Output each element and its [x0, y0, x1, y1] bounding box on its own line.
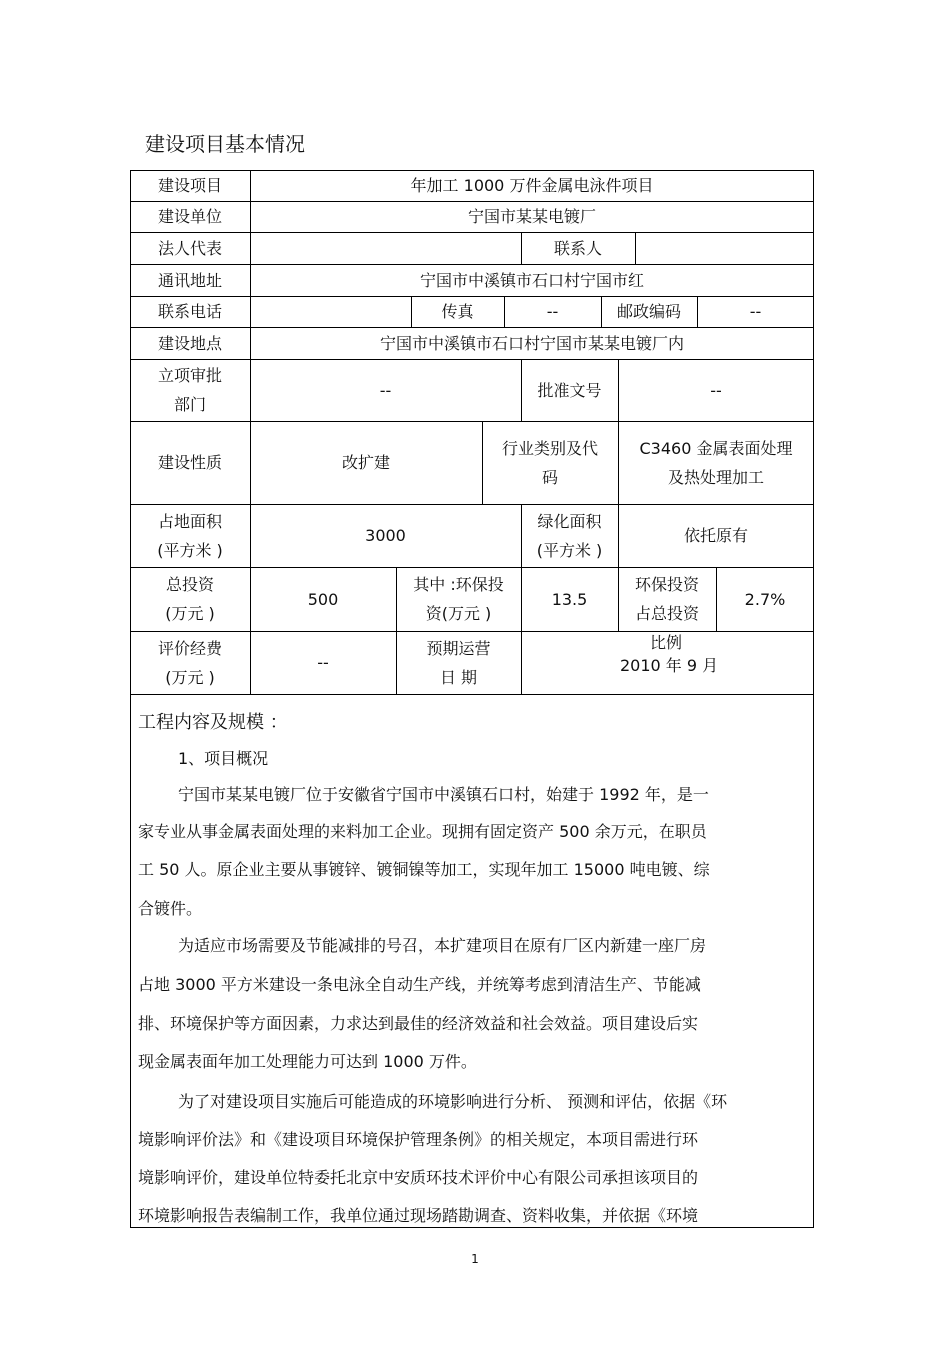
- approval-dept-value: --: [379, 380, 392, 400]
- industry-label-line1: 行业类别及代: [501, 438, 598, 458]
- industry-label-line2: 码: [541, 467, 558, 487]
- location-label: 建设地点: [157, 333, 222, 353]
- paragraph-line: 占地 3000 平方米建设一条电泳全自动生产线，并统筹考虑到清洁生产、节能减: [138, 975, 701, 994]
- paragraph-line: 为适应市场需要及节能减排的号召，本扩建项目在原有厂区内新建一座厂房: [178, 936, 707, 955]
- eval-fee-label-line2: (万元 ): [165, 667, 215, 687]
- paragraph-line: 现金属表面年加工处理能力可达到 1000 万件。: [138, 1052, 477, 1071]
- approval-no-value: --: [710, 380, 722, 400]
- address-label: 通讯地址: [157, 270, 222, 290]
- env-invest-label-line1: 其中 :环保投: [413, 575, 504, 594]
- operation-label-line2: 日 期: [439, 667, 478, 687]
- paragraph-line: 排、环境保护等方面因素，力求达到最佳的经济效益和社会效益。项目建设后实: [138, 1014, 699, 1033]
- location-value: 宁国市中溪镇市石口村宁国市某某电镀厂内: [379, 333, 684, 353]
- ratio-label-line2: 占总投资: [634, 604, 699, 623]
- page-title: 建设项目基本情况: [145, 132, 305, 156]
- operation-label: [396, 631, 521, 694]
- operation-value: 2010 年 9 月: [620, 656, 719, 675]
- area-label: [130, 504, 250, 567]
- fax-value: --: [546, 302, 559, 321]
- approval-dept-label: [130, 359, 250, 421]
- paragraph-line: 家专业从事金属表面处理的来料加工企业。现拥有固定资产 500 余万元，在职员: [138, 822, 707, 841]
- eval-fee-label: [130, 631, 250, 694]
- paragraph-line: 工 50 人。原企业主要从事镀锌、镀铜镍等加工，实现年加工 15000 吨电镀、综: [138, 860, 710, 879]
- industry-value: [618, 421, 814, 504]
- unit-label: 建设单位: [157, 207, 222, 226]
- phone-value: [250, 296, 411, 327]
- env-invest-value: 13.5: [551, 589, 588, 609]
- fax-label: 传真: [441, 302, 474, 321]
- approval-dept-label-line1: 立项审批: [157, 366, 222, 385]
- industry-value-line1: C3460 金属表面处理: [639, 438, 793, 458]
- unit-value: 宁国市某某电镀厂: [467, 207, 596, 226]
- area-value: 3000: [365, 526, 406, 545]
- approval-dept-label-line2: 部门: [173, 395, 206, 414]
- eval-fee-value: --: [317, 653, 329, 672]
- operation-label-line1: 预期运营: [426, 638, 491, 658]
- legal-rep-label: 法人代表: [157, 238, 222, 258]
- paragraph-line: 境影响评价法》和《建设项目环境保护管理条例》的相关规定，本项目需进行环: [138, 1130, 699, 1149]
- env-invest-label: [396, 567, 521, 631]
- ratio-word: 比例: [650, 633, 683, 652]
- nature-value: 改扩建: [341, 453, 390, 472]
- postcode-value: --: [749, 302, 762, 321]
- contact-label: 联系人: [553, 238, 602, 258]
- ratio-label: [618, 567, 716, 631]
- invest-label-line2: (万元 ): [165, 604, 215, 623]
- paragraph-line: 为了对建设项目实施后可能造成的环境影响进行分析、 预测和评估，依据《环: [178, 1092, 728, 1111]
- green-value: 依托原有: [683, 526, 748, 545]
- ratio-value: 2.7%: [744, 589, 786, 609]
- paragraph-line: 宁国市某某电镀厂位于安徽省宁国市中溪镇石口村，始建于 1992 年，是一: [178, 785, 709, 804]
- industry-value-line2: 及热处理加工: [667, 467, 764, 487]
- industry-label: [482, 421, 618, 504]
- invest-label: [130, 567, 250, 631]
- approval-no-label: 批准文号: [537, 380, 602, 400]
- green-label-line2: (平方米 ): [536, 540, 603, 560]
- green-label: [521, 504, 618, 567]
- address-value: 宁国市中溪镇市石口村宁国市红: [419, 270, 644, 290]
- ratio-label-line1: 环保投资: [634, 575, 699, 594]
- env-invest-label-line2: 资(万元 ): [425, 604, 492, 623]
- area-label-line2: (平方米 ): [157, 540, 223, 560]
- paragraph-line: 境影响评价，建设单位特委托北京中安质环技术评价中心有限公司承担该项目的: [138, 1168, 699, 1187]
- paragraph-line: 环境影响报告表编制工作，我单位通过现场踏勘调查、资料收集，并依据《环境: [138, 1206, 699, 1225]
- paragraph-line: 合镀件。: [138, 899, 203, 918]
- postcode-label: 邮政编码: [616, 302, 681, 321]
- phone-label: 联系电话: [157, 302, 222, 321]
- contact-value: [635, 232, 814, 264]
- eval-fee-label-line1: 评价经费: [157, 638, 222, 658]
- project-name-label: 建设项目: [157, 176, 222, 195]
- page-number: 1: [471, 1252, 479, 1266]
- green-label-line1: 绿化面积: [537, 511, 602, 531]
- nature-label: 建设性质: [157, 453, 222, 472]
- section-title: 工程内容及规模 ：: [138, 712, 288, 733]
- project-name-value: 年加工 1000 万件金属电泳件项目: [410, 176, 654, 195]
- invest-label-line1: 总投资: [165, 575, 214, 594]
- invest-value: 500: [307, 589, 339, 609]
- area-label-line1: 占地面积: [157, 511, 222, 531]
- subsection-title: 1、项目概况: [178, 749, 269, 768]
- row-divider: [130, 694, 814, 695]
- legal-rep-value: [250, 232, 521, 264]
